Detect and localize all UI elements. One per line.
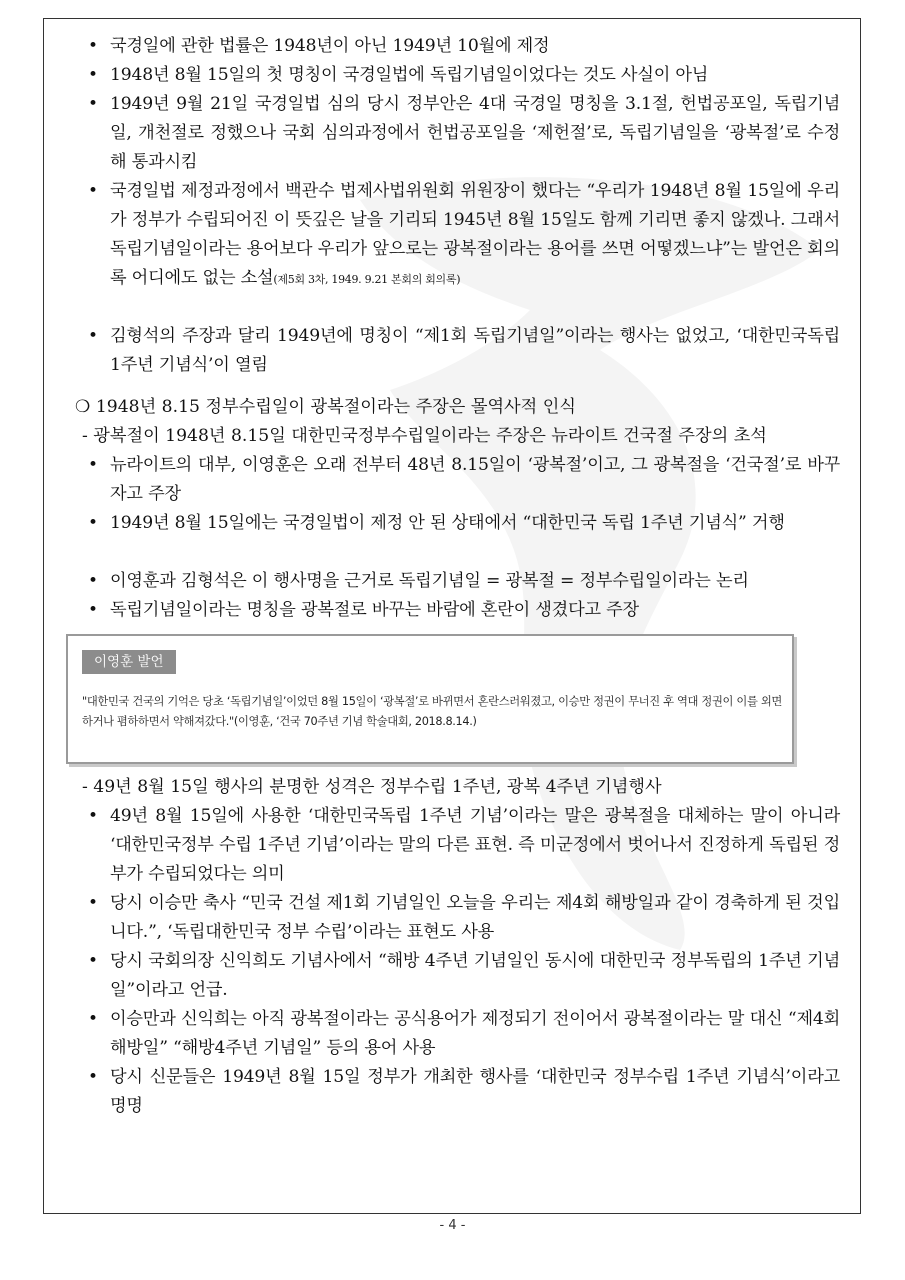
bullet-text-with-note [110, 177, 840, 294]
bullet-text: 독립기념일이라는 명칭을 광복절로 바꾸는 바람에 혼란이 생겼다고 주장 [110, 600, 639, 620]
bullet-dot: • [88, 455, 99, 475]
bullet-text: 국경일법 제정과정에서 백관수 법제사법위원회 위원장이 했다는 “우리가 1948년 8월 15일에 우리가 정부가 수립되어진 이 뜻깊은 날을 기리되 1945년 8월 15일도 함께 기리면 좋지 않겠나. 그래서 독립기념일이라는 용어보다 우리가 앞으로는 광복절이라는 용어를 쓰면 어떻겠느냐”는 발언은 회의록 어디에도 없는 소설 [110, 181, 840, 288]
bullet-text: 당시 신문들은 1949년 8월 15일 정부가 개최한 행사를 ‘대한민국 정부수립 1주년 기념식’이라고 명명 [110, 1067, 840, 1116]
bullet-text: 1949년 8월 15일에는 국경일법이 제정 안 된 상태에서 “대한민국 독립 1주년 기념식” 거행 [110, 513, 785, 533]
bullet-dot: • [88, 600, 99, 620]
bullet-dot: • [88, 94, 99, 114]
quote-box [66, 634, 794, 764]
bullet-dot: • [88, 571, 99, 591]
page-number: - 4 - [439, 1218, 466, 1233]
bullet-text: 이승만과 신익희는 아직 광복절이라는 공식용어가 제정되기 전이어서 광복절이라는 말 대신 “제4회 해방일” “해방4주년 기념일” 등의 용어 사용 [110, 1009, 840, 1058]
bullet-dot: • [88, 1009, 99, 1029]
bullet-note: (제5회 3차, 1949. 9.21 본회의 회의록) [273, 273, 461, 286]
bullet-dot: • [88, 65, 99, 85]
bullet-text: 1948년 8월 15일의 첫 명칭이 국경일법에 독립기념일이었다는 것도 사실이 아님 [110, 65, 709, 85]
bullet-dot: • [88, 181, 99, 201]
bullet-dot: • [88, 893, 99, 913]
section-subheading: - 49년 8월 15일 행사의 분명한 성격은 정부수립 1주년, 광복 4주년 기념행사 [82, 777, 662, 797]
quote-box-text: "대한민국 건국의 기억은 당초 ‘독립기념일’이었던 8월 15일이 ‘광복절’로 바뀌면서 혼란스러워졌고, 이승만 정권이 무너진 후 역대 정권이 이를 외면하거나 폄하하면서 약해져갔다."(이영훈, ‘건국 70주년 기념 학술대회, 2018.8.14.) [82, 695, 782, 728]
bullet-text: 1949년 9월 21일 국경일법 심의 당시 정부안은 4대 국경일 명칭을 3.1절, 헌법공포일, 독립기념일, 개천절로 정했으나 국회 심의과정에서 헌법공포일을 ‘제헌절’로, 독립기념일을 ‘광복절’로 수정해 통과시킴 [110, 94, 840, 172]
quote-box-title: 이영훈 발언 [82, 650, 176, 674]
section-subheading: - 광복절이 1948년 8.15일 대한민국정부수립일이라는 주장은 뉴라이트 건국절 주장의 초석 [82, 426, 767, 446]
bullet-text: 국경일에 관한 법률은 1948년이 아닌 1949년 10월에 제정 [110, 36, 550, 56]
bullet-dot: • [88, 806, 99, 826]
bullet-dot: • [88, 951, 99, 971]
bullet-dot: • [88, 1067, 99, 1087]
bullet-dot: • [88, 513, 99, 533]
bullet-dot: • [88, 36, 99, 56]
bullet-text: 이영훈과 김형석은 이 행사명을 근거로 독립기념일 = 광복절 = 정부수립일이라는 논리 [110, 571, 749, 591]
bullet-text: 김형석의 주장과 달리 1949년에 명칭이 “제1회 독립기념일”이라는 행사는 없었고, ‘대한민국독립 1주년 기념식’이 열림 [110, 326, 840, 375]
bullet-dot: • [88, 326, 99, 346]
bullet-text: 뉴라이트의 대부, 이영훈은 오래 전부터 48년 8.15일이 ‘광복절’이고, 그 광복절을 ‘건국절’로 바꾸자고 주장 [110, 455, 840, 504]
bullet-text: 49년 8월 15일에 사용한 ‘대한민국독립 1주년 기념’이라는 말은 광복절을 대체하는 말이 아니라 ‘대한민국정부 수립 1주년 기념’이라는 말의 다른 표현. 즉 미군정에서 벗어나서 진정하게 독립된 정부가 수립되었다는 의미 [110, 806, 840, 884]
bullet-text: 당시 이승만 축사 “민국 건설 제1회 기념일인 오늘을 우리는 제4회 해방일과 같이 경축하게 된 것입니다.”, ‘독립대한민국 정부 수립’이라는 표현도 사용 [110, 893, 840, 942]
bullet-text: 당시 국회의장 신익희도 기념사에서 “해방 4주년 기념일인 동시에 대한민국 정부독립의 1주년 기념일”이라고 언급. [110, 951, 840, 1000]
section-heading: ❍ 1948년 8.15 정부수립일이 광복절이라는 주장은 몰역사적 인식 [75, 397, 576, 417]
